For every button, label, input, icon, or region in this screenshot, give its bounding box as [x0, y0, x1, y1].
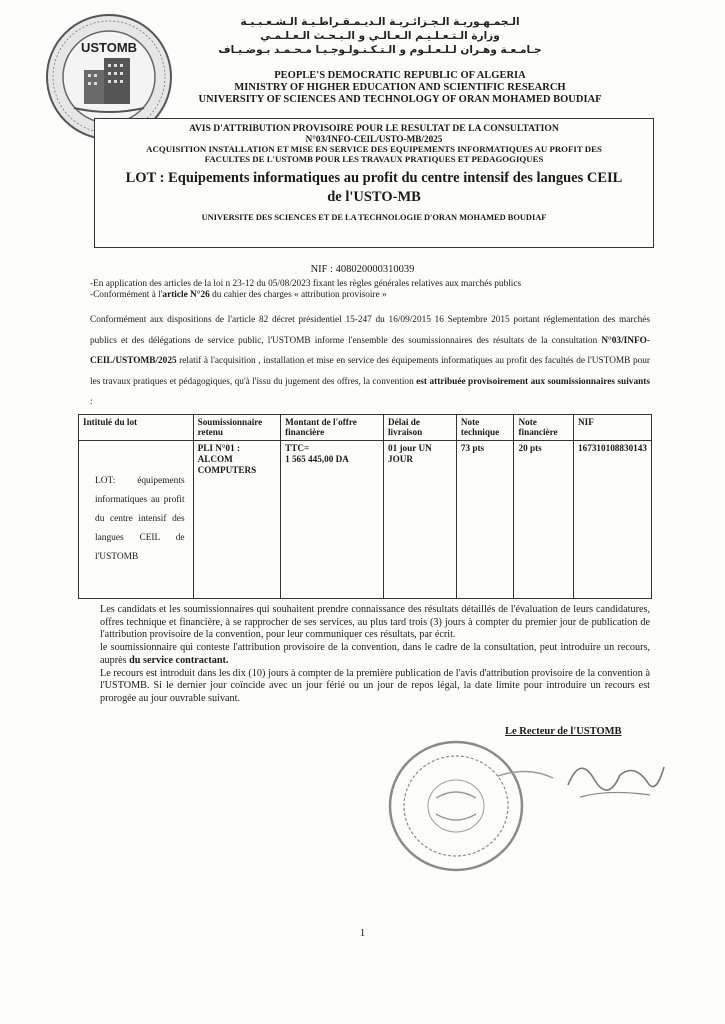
legal-references	[90, 279, 650, 300]
closing-paragraph: Le recours est introduit dans les dix (10) jours à compter de la première publication de l'avis d'attribution provisoire de la convention à l'USTOMB. Si le dernier jour coïncide avec un jour férié ou un jour de repos légal, la date limite pour introduire un recours est prorogée au jour ouvrable suivant.	[100, 667, 650, 704]
column-header: Délai de livraison	[384, 415, 457, 441]
lot-title: de l'USTO-MB	[327, 189, 421, 205]
article-reference: article N°26	[162, 289, 210, 300]
attribution-statement: est attribuée provisoirement aux soumissionnaires suivants	[416, 376, 650, 387]
text-span: le soumissionnaire qui conteste l'attribution provisoire de la convention, dans le cadre de la consultation, peut introduire un recours, auprès	[100, 642, 650, 666]
nif-number: NIF : 408020000310039	[310, 264, 415, 275]
legal-reference-line	[90, 290, 650, 301]
page-number: 1	[359, 927, 366, 939]
signatory-title: Le Recteur de l'USTOMB	[505, 726, 622, 737]
text-span: du cahier des charges « attribution provisoire »	[209, 289, 387, 300]
column-header: Note financière	[514, 415, 574, 441]
closing-text	[100, 604, 650, 706]
delay-cell: 01 jour UN JOUR	[384, 441, 457, 599]
text-span: :	[90, 397, 93, 407]
handwritten-signature-icon	[560, 745, 670, 815]
consultation-ref-bold: N°03/INFO-CEIL/USTOMB/2025	[90, 335, 650, 366]
amount-cell	[281, 441, 384, 599]
english-header	[160, 70, 640, 106]
consultation-reference: N°03/INFO-CEIL/USTO-MB/2025	[305, 134, 443, 144]
column-header: NIF	[574, 415, 652, 441]
closing-paragraph: Les candidats et les soumissionnaires qui souhaitent prendre connaissance des résultats détaillés de l'évaluation de leurs candidatures, offres technique et financière, à se rapprocher de ses services, au plus tard trois (3) jours à compter du premier jour de publication de l'attribution provisoire de la convention, pour leur communiquer ces résultats, par écrit.	[100, 604, 650, 641]
main-paragraph	[90, 310, 650, 413]
subject-line: FACULTES DE L'USTOMB POUR LES TRAVAUX PRATIQUES ET PEDAGOGIQUES	[204, 154, 544, 164]
official-stamp-icon	[378, 736, 568, 876]
subject-line: ACQUISITION INSTALLATION ET MISE EN SERVICE DES EQUIPEMENTS INFORMATIQUES AU PROFIT DES	[146, 144, 602, 154]
table-header-row	[79, 415, 652, 441]
legal-reference-line: -En application des articles de la loi n 23-12 du 05/08/2023 fixant les règles générales relatives aux marchés publics	[90, 279, 522, 289]
table-row	[79, 441, 652, 599]
contracting-service: du service contractant.	[129, 654, 229, 666]
amount-label: TTC=	[285, 443, 310, 453]
arabic-header	[200, 15, 560, 57]
lot-cell: LOT: équipements informatiques au profit du centre intensif des langues CEIL de l'USTOMB	[79, 441, 194, 599]
english-header-line: UNIVERSITY OF SCIENCES AND TECHNOLOGY OF ORAN MOHAMED BOUDIAF	[198, 94, 602, 105]
lot-title: LOT : Equipements informatiques au profit du centre intensif des langues CEIL	[125, 170, 623, 186]
text-span: Conformément aux dispositions de l'article 82 décret présidentiel 15-247 du 16/09/2015 16 Septembre 2015 portant réglementation des marchés publics et des délégations de service public, l'USTOMB informe l'ensemble des soumissionnaires des résultats de la consultation	[90, 315, 650, 346]
closing-paragraph	[100, 642, 650, 667]
column-header: Intitulé du lot	[79, 415, 194, 441]
column-header: Note technique	[456, 415, 514, 441]
logo-text: USTOMB	[80, 40, 138, 55]
technical-score-cell: 73 pts	[456, 441, 514, 599]
arabic-header-line: الـجمـهـوريـة الـجـزائـريـة الـديـمـقـراطـيـة الـشـعـبـيـة	[240, 16, 520, 28]
english-header-line: PEOPLE'S DEMOCRATIC REPUBLIC OF ALGERIA	[274, 70, 526, 81]
text-span: relatif à l'acquisition , installation et mise en service des équipements informatiques au profit des facultés de l'USTOMB pour les travaux pratiques et pédagogiques, qu'à l'issu du jugement des offres, la convention	[90, 356, 650, 387]
university-name: UNIVERSITE DES SCIENCES ET DE LA TECHNOLOGIE D'ORAN MOHAMED BOUDIAF	[201, 213, 547, 222]
english-header-line: MINISTRY OF HIGHER EDUCATION AND SCIENTIFIC RESEARCH	[234, 82, 566, 93]
arabic-header-line: وزارة الـتـعـلـيـم الـعـالـي و الـبـحـث الـعـلـمـي	[260, 30, 500, 42]
notice-title: AVIS D'ATTRIBUTION PROVISOIRE POUR LE RESULTAT DE LA CONSULTATION	[189, 123, 559, 134]
amount-value: 1 565 445,00 DA	[285, 454, 349, 464]
column-header: Montant de l'offre financière	[281, 415, 384, 441]
title-box	[94, 118, 654, 248]
nif-cell: 167310108830143	[574, 441, 652, 599]
bidder-cell: PLI N°01 : ALCOM COMPUTERS	[193, 441, 280, 599]
arabic-header-line: جـامـعـة وهـران لـلـعـلـوم و الـتـكـنـولـوجـيـا مـحـمـد بـوضـيـاف	[218, 44, 542, 56]
financial-score-cell: 20 pts	[514, 441, 574, 599]
column-header: Soumissionnaire retenu	[193, 415, 280, 441]
text-span: -Conformément à l'	[90, 289, 163, 300]
award-table	[78, 414, 652, 599]
